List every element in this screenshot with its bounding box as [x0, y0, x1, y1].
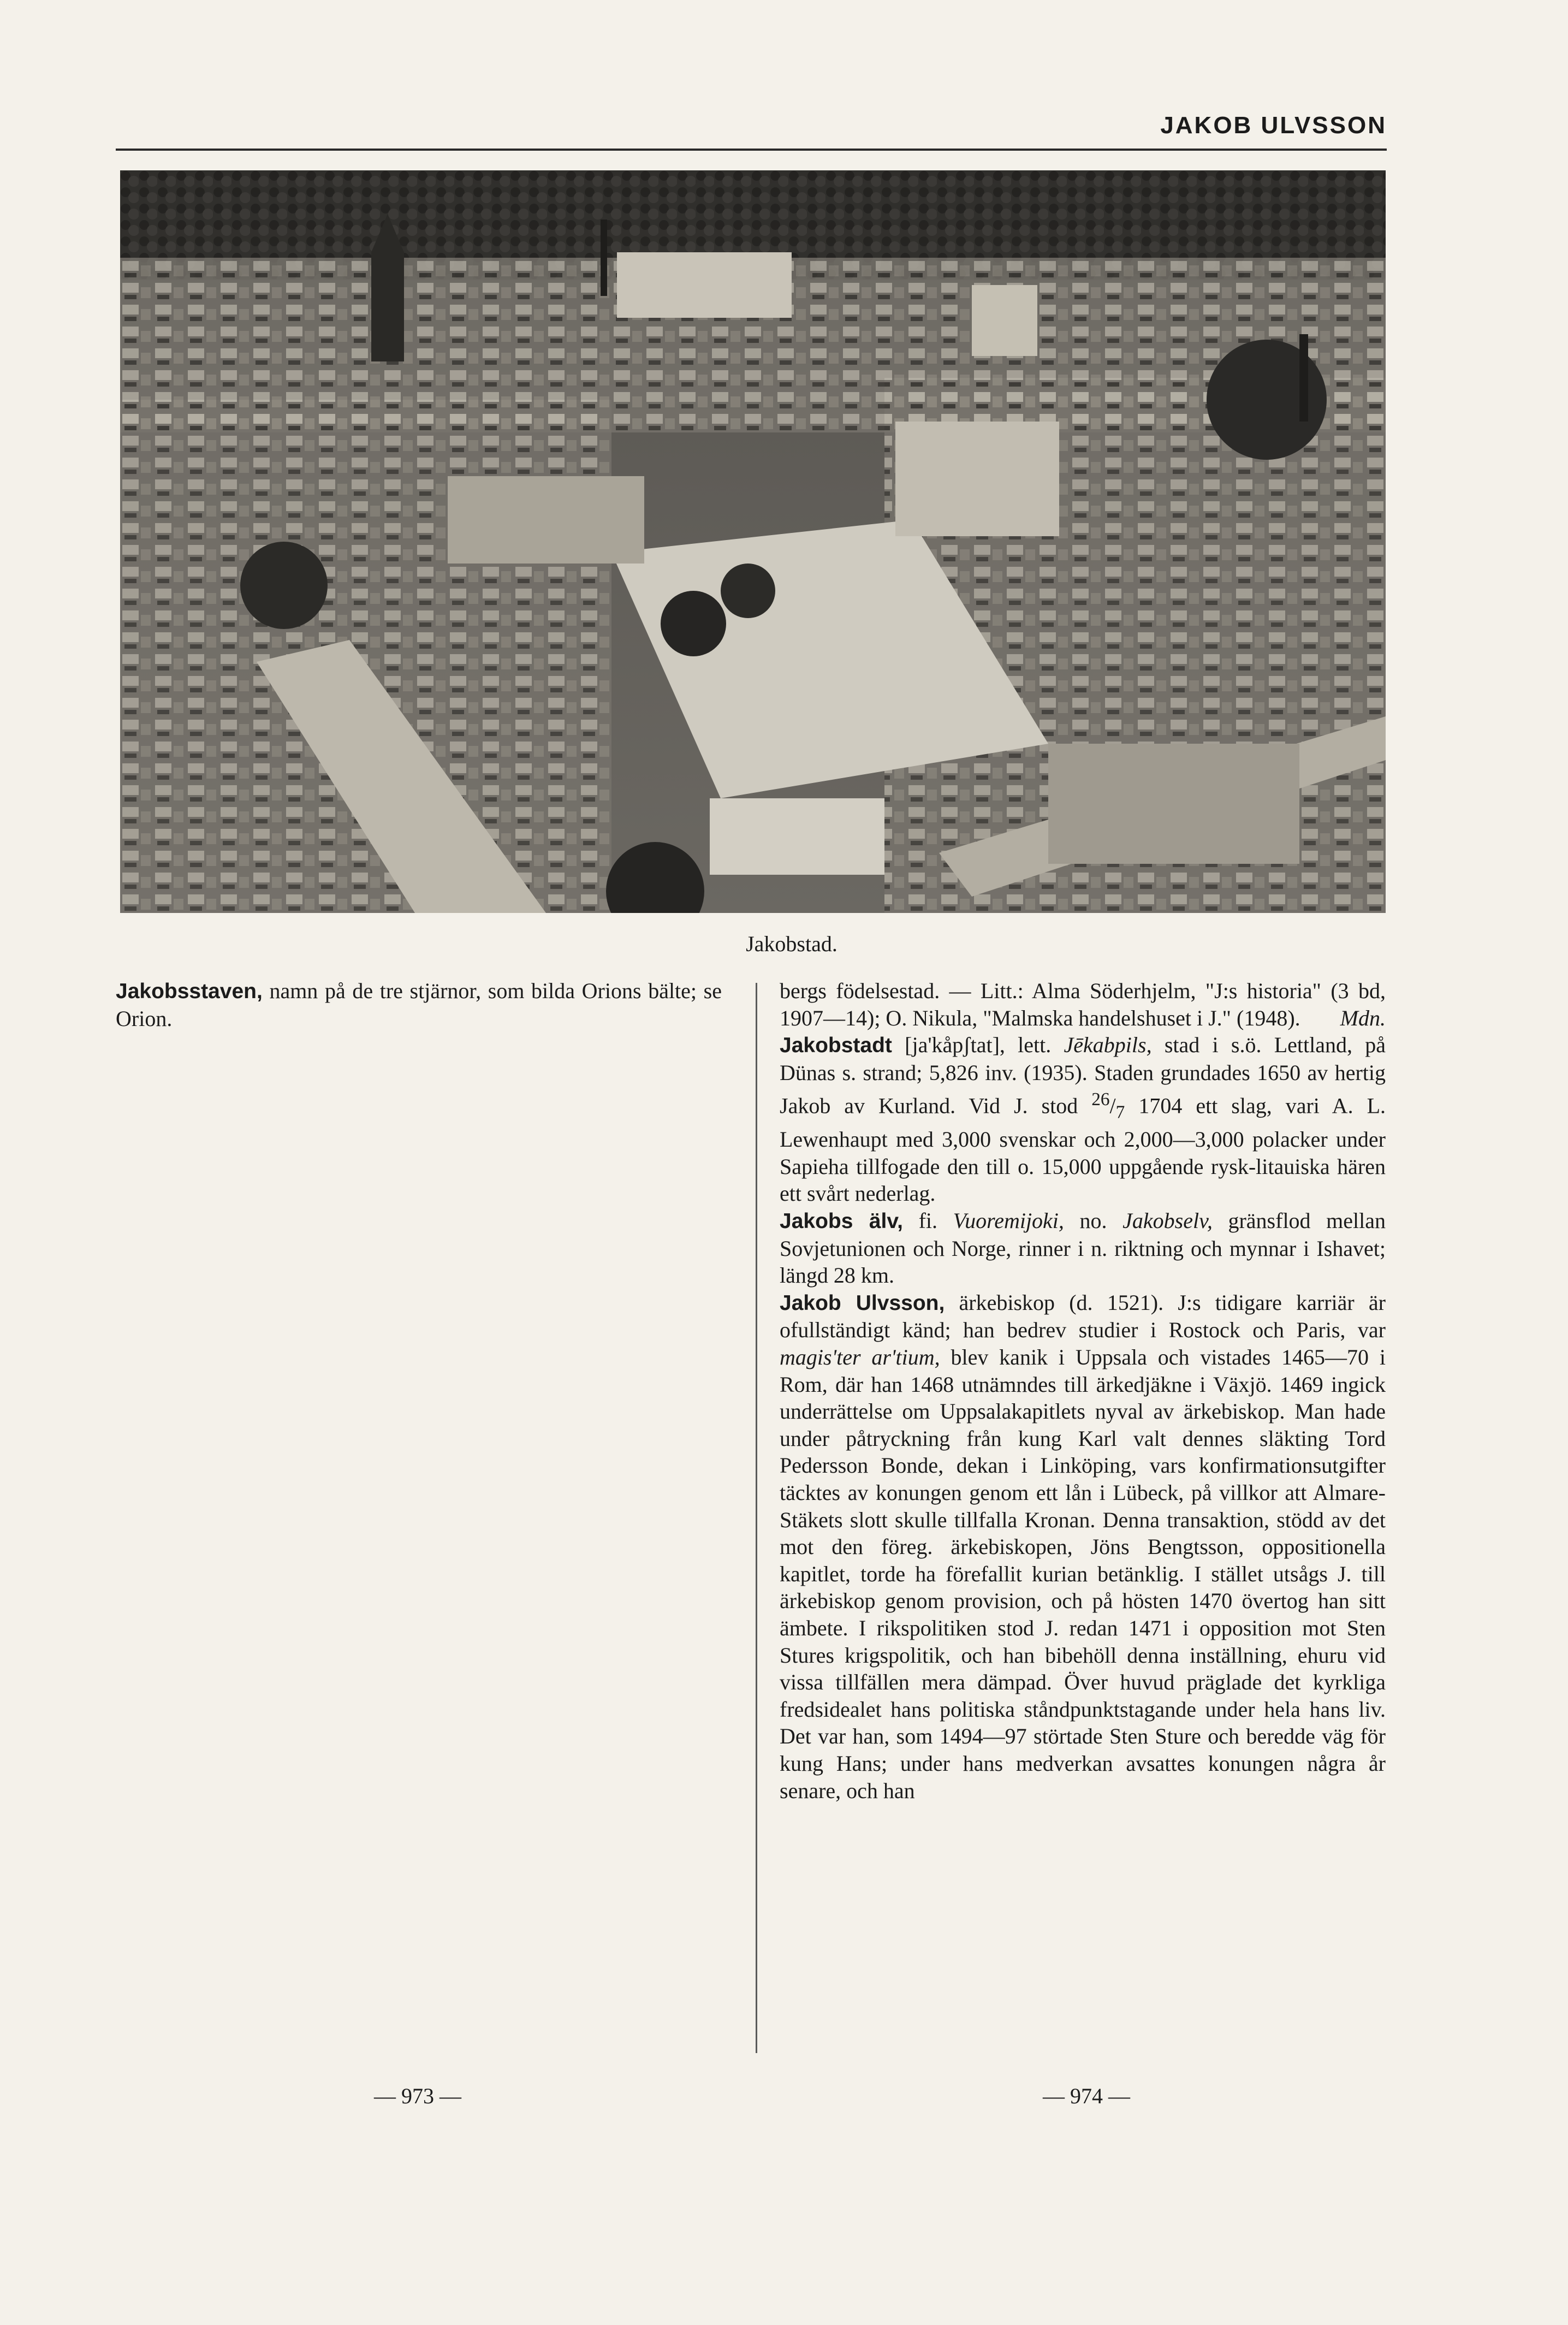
column-divider [756, 983, 757, 2053]
photo-caption: Jakobstad. [746, 932, 838, 956]
header-rule [116, 149, 1387, 151]
page-number-left: — 973 — [374, 2084, 461, 2108]
right-column [780, 977, 1386, 1804]
entry-jakobs-alv: Jakobs älv, fi. Vuoremijoki, no. Jakobselv, gränsflod mellan Sovjetunionen och Norge, rinner i n. riktning och mynnar i Ishavet; längd 28 km. [780, 1208, 1386, 1288]
entry-jakobstadt: Jakobstadt [ja'kåpʃtat], lett. Jēkabpils, stad i s.ö. Lettland, på Dünas s. strand; 5,826 inv. (1935). Staden grundades 1650 av hertig Jakob av Kurland. Vid J. stod $^{26}/_7$ 1704 ett slag, vari A. L. Lewenhaupt med 3,000 svenskar och 2,000—3,000 polacker under Sapieha tillfogade den till o. 15,000 uppgående rysk-litauiska hären ett svårt nederlag. [780, 1033, 1386, 1206]
aerial-photo-illustration [120, 170, 1386, 913]
left-column [116, 977, 722, 1032]
entry-jakob-ulvsson: Jakob Ulvsson, ärkebiskop (d. 1521). J:s tidigare karriär är ofullständigt känd; han bedrev studier i Rostock och Paris, var magis'ter ar'tium, blev kanik i Uppsala och vistades 1465—70 i Rom, där han 1468 utnämndes till ärkedjäkne i Växjö. 1469 ingick underrättelse om Uppsalakapitlets nyval av ärkebiskop. Man hade under påtryckning från kung Karl valt dennes släkting Tord Pedersson Bonde, dekan i Linköping, vars konfirmationsutgifter täcktes av konungen genom ett lån i Lübeck, på villkor att Almare-Stäkets slott skulle tillfalla Kronan. Denna transaktion, stödd av det mot den föreg. ärkebiskopen, Jöns Bengtsson, oppositionella kapitlet, torde ha förefallit kurian betänklig. I stället utsågs J. till ärkebiskop genom provision, och på hösten 1470 övertog han sitt ämbete. I rikspolitiken stod J. redan 1471 i opposition mot Sten Stures krigspolitik, och han bibehöll denna inställning, ehuru vid vissa tillfällen mera dämpad. Över huvud präglade det kyrkliga fredsidealet hans politiska ståndpunktstagande under hela hans liv. Det var han, som 1494—97 störtade Sten Sture och beredde väg för kung Hans; under hans medverkan avsattes konungen några år senare, och han [780, 1290, 1386, 1803]
page-number-right: — 974 — [1043, 2084, 1130, 2108]
aerial-photo-jakobstad [120, 170, 1386, 913]
entry-continuation: bergs födelsestad. — Litt.: Alma Söderhjelm, "J:s historia" (3 bd, 1907—14); O. Nikula, "Malmska handelshuset i J." (1948). Mdn. [780, 978, 1386, 1030]
running-head: JAKOB ULVSSON [1160, 112, 1387, 139]
left-entry-1: Jakobsstaven, namn på de tre stjärnor, som bilda Orions bälte; se Orion. [116, 978, 722, 1031]
